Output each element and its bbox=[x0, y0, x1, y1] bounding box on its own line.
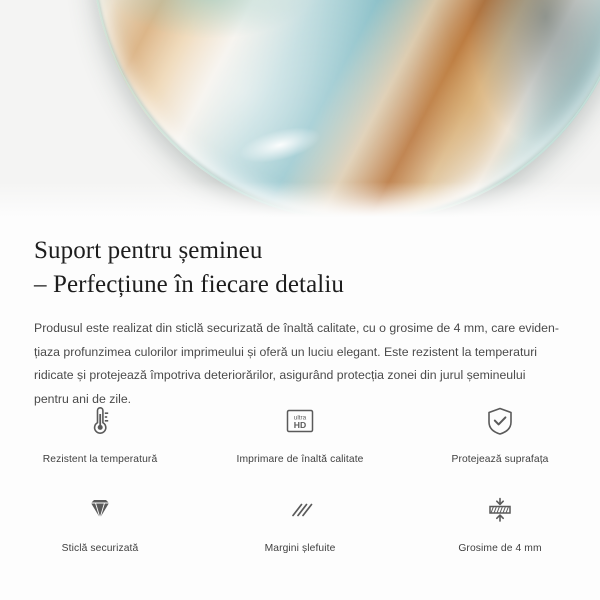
svg-text:ultra: ultra bbox=[293, 414, 307, 422]
description-paragraph: Produsul este realizat din sticlă securizată de înaltă calitate, cu o grosime de 4 mm, care eviden-țiaza profunzimea culorilor imprimeului și oferă un luciu elegant. Este rezistent la temperaturi ridicate și protejează împotriva deteriorărilor, asigurând protecția zonei din jurul șemineului pentru ani de zile. bbox=[34, 321, 559, 406]
hero-image bbox=[0, 0, 600, 222]
feature-label: Margini șlefuite bbox=[264, 543, 336, 554]
page-title bbox=[0, 222, 600, 301]
feature-label: Protejează suprafața bbox=[451, 454, 549, 465]
text-content bbox=[0, 222, 600, 411]
ultra-hd-icon bbox=[277, 398, 323, 444]
headline-line-1: Suport pentru șemineu bbox=[34, 237, 263, 264]
headline-line-2: – Perfecțiune în fiecare detaliu bbox=[34, 270, 344, 298]
thickness-4mm-icon bbox=[477, 487, 523, 533]
polished-edges-icon bbox=[277, 487, 323, 533]
marble-pattern bbox=[92, 0, 600, 222]
feature-grid bbox=[0, 398, 600, 554]
feature-label: Rezistent la temperatură bbox=[42, 454, 158, 465]
glass-disc-product-image bbox=[92, 0, 600, 222]
feature-item-temperature bbox=[0, 398, 200, 465]
feature-item-surface-protection bbox=[400, 398, 600, 465]
svg-text:HD: HD bbox=[293, 420, 307, 431]
feature-label: Imprimare de înaltă calitate bbox=[236, 454, 364, 465]
feature-label: Grosime de 4 mm bbox=[458, 543, 542, 554]
feature-item-thickness bbox=[400, 487, 600, 554]
feature-item-tempered-glass bbox=[0, 487, 200, 554]
feature-label: Sticlă securizată bbox=[61, 543, 139, 554]
feature-item-polished-edges bbox=[200, 487, 400, 554]
diamond-icon bbox=[77, 487, 123, 533]
shield-check-icon bbox=[477, 398, 523, 444]
feature-item-print-quality bbox=[200, 398, 400, 465]
thermometer-icon bbox=[77, 398, 123, 444]
